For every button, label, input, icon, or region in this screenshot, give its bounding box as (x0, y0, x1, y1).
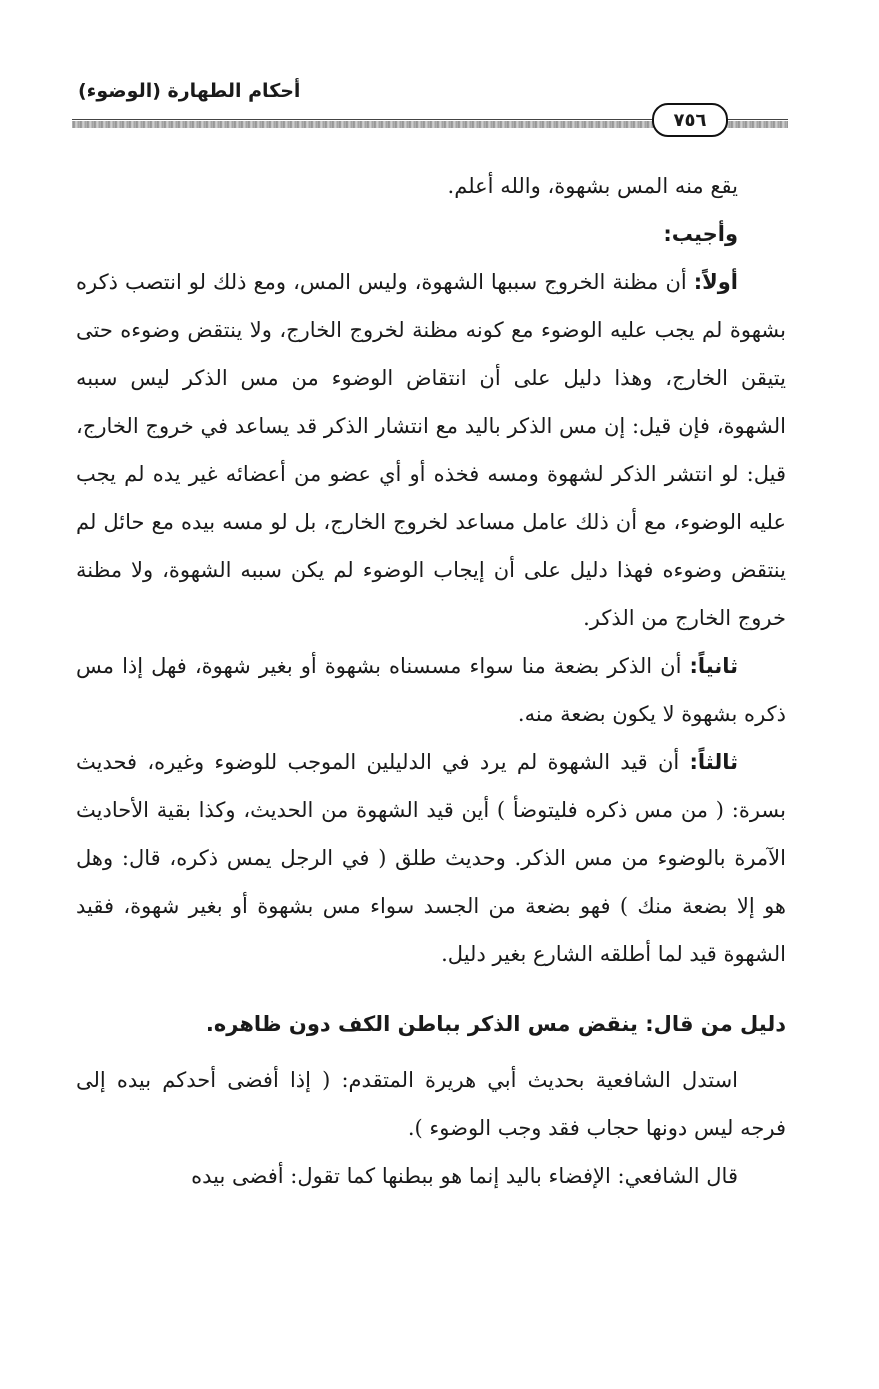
page-number: ٧٥٦ (652, 103, 728, 137)
section-heading: دليل من قال: ينقض مس الذكر بباطن الكف دون ظاهره. (205, 1012, 786, 1036)
answer-heading: وأجيب: (663, 222, 738, 246)
running-title: أحكام الطهارة (الوضوء) (78, 80, 301, 102)
paragraph-6: استدل الشافعية بحديث أبي هريرة المتقدم: ( إذا أفضى أحدكم بيده إلى فرجه ليس دونها حجاب فقد وجب الوضوء ). (76, 1068, 786, 1140)
first-point-lead: أولاً: (693, 270, 738, 294)
paragraph-7: قال الشافعي: الإفضاء باليد إنما هو ببطنها كما تقول: أفضى بيده (191, 1164, 738, 1188)
first-point-text: أن مظنة الخروج سببها الشهوة، وليس المس، ومع ذلك لو انتصب ذكره بشهوة لم يجب عليه الوضوء مع كونه مظنة لخروج الخارج، ولا ينتقض وضوءه حتى يتيقن الخارج، وهذا دليل على أن انتقاض الوضوء من مس الذكر ليس سببه الشهوة، فإن قيل: إن مس الذكر باليد مع انتشار الذكر قد يساعد في خروج الخارج، قيل: لو انتشر الذكر لشهوة ومسه فخذه أو أي عضو من أعضائه غير يده لم يجب عليه الوضوء، مع أن ذلك عامل مساعد لخروج الخارج، بل لو مسه بيده مع حائل لم ينتقض وضوءه فهذا دليل على أن إيجاب الوضوء لم يكن سببه الشهوة، ولا مظنة خروج الخارج من الذكر. (76, 270, 786, 630)
second-point-lead: ثانياً: (689, 654, 738, 678)
second-point-text: أن الذكر بضعة منا سواء مسسناه بشهوة أو بغير شهوة، فهل إذا مس ذكره بشهوة لا يكون بضعة منه. (76, 654, 786, 726)
paragraph-1: يقع منه المس بشهوة، والله أعلم. (447, 174, 738, 198)
body-text (76, 162, 786, 1200)
third-point-text: أن قيد الشهوة لم يرد في الدليلين الموجب للوضوء وغيره، فحديث بسرة: ( من مس ذكره فليتوضأ ) أين قيد الشهوة من الحديث، وكذا بقية الأحاديث الآمرة بالوضوء من مس الذكر. وحديث طلق ( في الرجل يمس ذكره، قال: وهل هو إلا بضعة منك ) فهو بضعة من الجسد سواء مس بشهوة أو بغير شهوة، فقيد الشهوة قيد لما أطلقه الشارع بغير دليل. (76, 750, 786, 966)
paragraph-answer-heading (76, 210, 786, 258)
third-point-lead: ثالثاً: (689, 750, 738, 774)
paragraph-first-point (76, 258, 786, 642)
paragraph-second-point (76, 642, 786, 738)
paragraph-third-point (76, 738, 786, 978)
